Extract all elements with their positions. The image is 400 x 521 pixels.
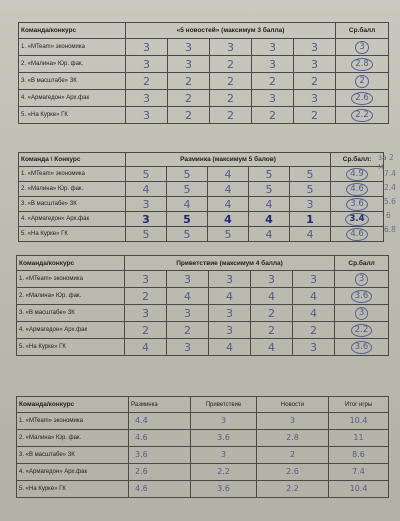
score-cell: 4	[249, 227, 290, 242]
margin-note: 2.4	[384, 183, 396, 192]
score-cell: 3	[252, 56, 294, 73]
score-cell: 3	[167, 305, 209, 322]
average-score: 2.2	[351, 324, 373, 337]
average-score: 2.6	[351, 92, 373, 105]
greeting-cell: 3	[191, 447, 257, 464]
total-cell: 10.4	[329, 413, 389, 430]
table-row	[19, 73, 389, 90]
score-cell: 2	[168, 90, 210, 107]
table-row	[17, 447, 389, 464]
table-row	[17, 288, 389, 305]
score-cell: 5	[249, 167, 290, 182]
team-name: 2. «Малина» Юр. фак.	[17, 288, 125, 305]
warmup-cell: 4.4	[129, 413, 191, 430]
average-score: 3	[355, 41, 368, 54]
team-name: 4. «Армагедон» Арх.фак	[17, 322, 125, 339]
score-cell: 3	[294, 56, 336, 73]
average-score: 3	[355, 273, 368, 286]
score-cell: 5	[249, 182, 290, 197]
table-row	[19, 212, 384, 227]
score-cell: 3	[167, 339, 209, 356]
score-cell: 2	[210, 73, 252, 90]
score-cell: 3	[126, 90, 168, 107]
team-name: 3. «В масштабе» ЗК	[17, 305, 125, 322]
team-name: 2. «Малина» Юр. фак.	[19, 182, 126, 197]
score-cell: 2	[293, 322, 335, 339]
table-row	[17, 305, 389, 322]
contest-column-header: «5 новостей» (максимум 3 балла)	[126, 23, 336, 39]
score-cell: 3	[294, 39, 336, 56]
score-cell: 2	[168, 107, 210, 124]
news-score-table	[18, 22, 389, 124]
score-cell: 2	[252, 73, 294, 90]
news-cell: 2.8	[257, 430, 329, 447]
team-column-header: Команда \ Конкурс	[19, 153, 126, 167]
score-cell: 2	[252, 107, 294, 124]
score-cell: 2	[294, 73, 336, 90]
score-cell: 3	[252, 90, 294, 107]
table-row	[19, 182, 384, 197]
table-row	[19, 39, 389, 56]
table-row	[17, 481, 389, 498]
greeting-cell: 3	[191, 413, 257, 430]
warmup-cell: 4.6	[129, 430, 191, 447]
score-cell: 3	[168, 56, 210, 73]
average-score: 2	[355, 75, 368, 88]
table-row	[17, 413, 389, 430]
warmup-cell: 4.6	[129, 481, 191, 498]
score-cell: 4	[293, 288, 335, 305]
team-name: 5. «На Курке» ГК	[17, 481, 129, 498]
score-cell: 3	[290, 197, 331, 212]
score-cell: 3	[293, 339, 335, 356]
team-name: 5. «На Курке» ГК	[17, 339, 125, 356]
margin-note-header: за 2 м	[378, 153, 394, 171]
team-column-header: Команда/конкурс	[17, 256, 125, 271]
average-score: 4.6	[346, 183, 368, 196]
score-cell: 3	[252, 39, 294, 56]
score-cell: 4	[251, 339, 293, 356]
score-cell: 3	[126, 197, 167, 212]
team-name: 4. «Армагедон» Арх.фак	[19, 212, 126, 227]
average-column-header: Ср.балл	[335, 256, 389, 271]
average-score: 3.6	[351, 341, 373, 354]
contest-column-header: Разминка (максимум 5 балов)	[126, 153, 331, 167]
total-cell: 8.6	[329, 447, 389, 464]
score-cell: 2	[125, 322, 167, 339]
score-cell: 5	[290, 167, 331, 182]
score-cell: 3	[210, 39, 252, 56]
score-cell: 4	[249, 197, 290, 212]
score-cell: 1	[290, 212, 331, 227]
game-total-table	[16, 396, 389, 498]
team-name: 1. «МTeam» экономика	[17, 413, 129, 430]
score-cell: 4	[167, 288, 209, 305]
table-row	[17, 322, 389, 339]
score-cell: 5	[126, 227, 167, 242]
warmup-score-table	[18, 152, 384, 242]
table-row	[17, 430, 389, 447]
score-cell: 2	[294, 107, 336, 124]
average-score: 2.2	[351, 109, 373, 122]
score-cell: 2	[210, 107, 252, 124]
score-cell: 4	[209, 339, 251, 356]
score-cell: 5	[290, 182, 331, 197]
score-cell: 3	[209, 322, 251, 339]
score-cell: 5	[167, 227, 208, 242]
news-column-header: Новости	[257, 397, 329, 413]
score-cell: 2	[251, 305, 293, 322]
margin-note: 7.4	[384, 169, 396, 178]
news-cell: 2.2	[257, 481, 329, 498]
score-cell: 3	[293, 271, 335, 288]
score-cell: 4	[251, 288, 293, 305]
team-name: 2. «Малина» Юр. фак.	[19, 56, 126, 73]
score-cell: 5	[167, 167, 208, 182]
greeting-cell: 2.2	[191, 464, 257, 481]
score-cell: 5	[167, 182, 208, 197]
score-cell: 4	[290, 227, 331, 242]
total-column-header: Итог игры	[329, 397, 389, 413]
greeting-column-header: Приветствие	[191, 397, 257, 413]
score-cell: 3	[125, 305, 167, 322]
score-cell: 4	[208, 197, 249, 212]
score-cell: 3	[251, 271, 293, 288]
score-cell: 3	[168, 39, 210, 56]
score-cell: 4	[209, 288, 251, 305]
table-row	[19, 167, 384, 182]
average-column-header: Ср.балл	[336, 23, 389, 39]
table-row	[19, 227, 384, 242]
score-cell: 3	[167, 271, 209, 288]
table-row	[17, 271, 389, 288]
score-cell: 3	[126, 212, 167, 227]
score-cell: 2	[251, 322, 293, 339]
team-name: 3. «В масштабе» ЗК	[17, 447, 129, 464]
news-cell: 2	[257, 447, 329, 464]
score-cell: 2	[126, 73, 168, 90]
average-score: 2.8	[351, 58, 373, 71]
score-cell: 4	[208, 167, 249, 182]
table-row	[19, 197, 384, 212]
score-cell: 2	[210, 56, 252, 73]
team-name: 4. «Армагедон» Арх.фак	[17, 464, 129, 481]
score-cell: 4	[293, 305, 335, 322]
average-score: 3.6	[351, 290, 373, 303]
score-cell: 2	[210, 90, 252, 107]
greeting-score-table	[16, 255, 389, 356]
team-name: 3. «В масштабе» ЗК	[19, 73, 126, 90]
score-cell: 3	[126, 56, 168, 73]
average-score: 4.6	[346, 228, 368, 241]
score-cell: 4	[208, 212, 249, 227]
score-cell: 5	[208, 227, 249, 242]
team-column-header: Команда/конкурс	[19, 23, 126, 39]
team-name: 1. «МTeam» экономика	[19, 39, 126, 56]
team-name: 5. «На Курке» ГК	[19, 107, 126, 124]
total-cell: 10.4	[329, 481, 389, 498]
warmup-column-header: Разминка	[129, 397, 191, 413]
margin-note: 6.8	[384, 225, 396, 234]
score-cell: 5	[167, 212, 208, 227]
score-cell: 4	[125, 339, 167, 356]
score-cell: 3	[209, 271, 251, 288]
score-cell: 3	[294, 90, 336, 107]
score-cell: 3	[126, 107, 168, 124]
average-score: 3.4	[345, 213, 368, 226]
margin-note: 6	[386, 211, 391, 220]
average-score: 4.9	[346, 168, 368, 181]
score-cell: 3	[209, 305, 251, 322]
score-cell: 4	[167, 197, 208, 212]
team-name: 1. «МTeam» экономика	[19, 167, 126, 182]
total-cell: 11	[329, 430, 389, 447]
news-cell: 3	[257, 413, 329, 430]
average-column-header: Ср.балл:	[331, 153, 384, 167]
score-cell: 4	[208, 182, 249, 197]
average-score: 3.6	[346, 198, 368, 211]
team-name: 1. «МTeam» экономика	[17, 271, 125, 288]
team-name: 4. «Армагедон» Арх.фак	[19, 90, 126, 107]
greeting-cell: 3.6	[191, 481, 257, 498]
warmup-cell: 2.6	[129, 464, 191, 481]
team-name: 3. «В масштабе» ЗК	[19, 197, 126, 212]
table-row	[19, 56, 389, 73]
total-cell: 7.4	[329, 464, 389, 481]
score-cell: 3	[125, 271, 167, 288]
average-score: 3	[355, 307, 368, 320]
margin-note: 5.6	[384, 197, 396, 206]
table-row	[17, 339, 389, 356]
greeting-cell: 3.6	[191, 430, 257, 447]
team-column-header: Команда/конкурс	[17, 397, 129, 413]
team-name: 5. «На Курке» ГК	[19, 227, 126, 242]
score-cell: 2	[168, 73, 210, 90]
score-cell: 2	[125, 288, 167, 305]
score-cell: 3	[126, 39, 168, 56]
table-row	[19, 107, 389, 124]
warmup-cell: 3.6	[129, 447, 191, 464]
score-cell: 4	[249, 212, 290, 227]
table-row	[19, 90, 389, 107]
team-name: 2. «Малина» Юр. фак.	[17, 430, 129, 447]
score-cell: 5	[126, 167, 167, 182]
score-cell: 4	[126, 182, 167, 197]
news-cell: 2.6	[257, 464, 329, 481]
table-row	[17, 464, 389, 481]
contest-column-header: Приветствие (максимум 4 балла)	[125, 256, 335, 271]
score-cell: 2	[167, 322, 209, 339]
